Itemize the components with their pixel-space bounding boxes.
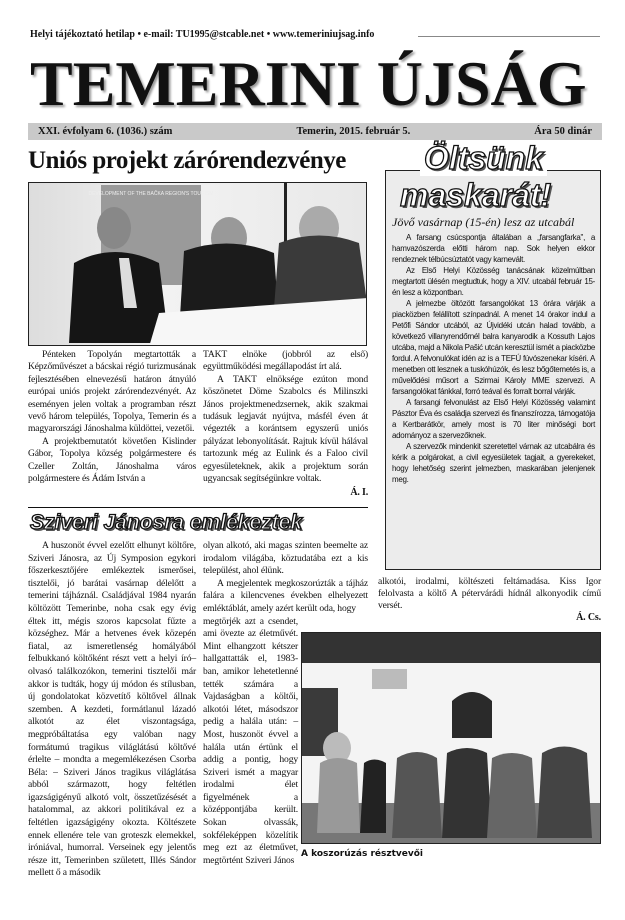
article2-column1 <box>28 540 196 880</box>
price: Ára 50 dinár <box>534 126 592 137</box>
paragraph: A projektbemutatót követően Kislinder Gábor, Topolya község polgármestere és Czeller Zoltán, Jánoshalma város polgármestere és Ádám István a <box>28 435 196 485</box>
divider <box>28 507 368 508</box>
photo-caption: A koszorúzás résztvevői <box>301 849 423 859</box>
paragraph: alkotói, irodalmi, költészeti feltámadása. Kiss Igor felolvasta a költő A pétervárádi hídnál alkonyodik című versét. <box>378 576 601 611</box>
paragraph: Az Első Helyi Közösség tanácsának közelmúltban megtartott ülésén megtudtuk, hogy a XIV. utcabál február 15-én lesz a központban. <box>392 266 595 297</box>
article2-photo <box>301 632 601 844</box>
paragraph: TAKT elnöke (jobbról az első) együttműködési megállapodást írt alá. <box>203 349 368 373</box>
issue-number: XXI. évfolyam 6. (1036.) szám <box>38 126 173 137</box>
paragraph: olyan alkotó, aki magas szinten beemelte az irodalom világába, köztudatába ezt a kis települést, ahol élünk. <box>203 540 368 577</box>
tagline: Helyi tájékoztató hetilap • e-mail: TU1995@stcable.net • www.temeriniujsag.info <box>30 29 375 40</box>
signature: Á. I. <box>350 487 368 499</box>
sidebar-title-line2: maskarát! <box>400 177 552 213</box>
masthead-title: TEMERINI ÚJSÁG <box>30 48 587 119</box>
article2-headline: Sziveri Jánosra emlékeztek <box>30 511 302 534</box>
article1-right-column <box>203 349 368 500</box>
article1-left-column <box>28 349 196 485</box>
sidebar-title-line1: Öltsünk <box>420 140 547 176</box>
sidebar-subtitle: Jövő vasárnap (15-én) lesz az utcabál <box>392 215 575 229</box>
sidebar-box <box>385 170 601 570</box>
paragraph: Pénteken Topolyán megtartották a Képzőművészet a bácskai régió turizmusának fejlesztésében elnevezésű határon átnyúló európai uniós projekt zárórendezvényét. Az eseményen jelen voltak a programban részt vevő három település, Topolya, Temerin és a magyarországi Jánoshalma küldöttei, vezetői. <box>28 349 196 435</box>
paragraph: A TAKT elnöksége ezúton mond köszönetet Döme Szabolcs és Milinszki János projektmenedzsernek, akik szakmai tudásuk legjavát nyújtva, másfél éven át végezték a korántsem egyszerű uniós pályázat lebonyolítását. Rajtuk kívül hálával tartozunk még az Eulink és a Faloo civil egyesületeknek, akik a projektum során ugyancsak segítségünkre voltak. <box>203 373 368 485</box>
paragraph: megtörjék azt a csendet, ami övezte az életművét. Mint elhangzott kétszer hallgattatták el, 1983-ban, amikor lehetetlenné tették számára a Vajdaságban a költői, alkotói létet, másodszor pedig a halála után: – Most, huszonöt évvel a halála után értünk el addig a pontig, hogy Sziveri ismét a magyar irodalmi élet figyelmének a középpontjába került. Sokan olvassák, sokféleképpen közelítik meg ezt az életművet, megtörtént Sziveri János <box>203 615 298 866</box>
dateline: Temerin, 2015. február 5. <box>296 126 411 137</box>
paragraph: A jelmezbe öltözött farsangolókat 13 órára várják a piacközben felállított színpadnál. A menet 14 órakor indul a Petőfi Sándor utcából, az Újvidéki utcán halad tovább, a következő villanyrendőrnél balra kanyarodik a Kossuth Lajos utcába, majd a Nikola Pašić utcán keresztül ismét a piacközbe fordul. A felvonulókat idén az is a TEFÚ fúvószenekar kíséri. A menetben ott lesznek a tuskóhúzók, és lesz bőgőtemetés is, a művelődési műsort a Szirmai Károly MME szervezi. A farsangolókat fánkkal, forró teával és forralt borral várják. <box>392 299 595 396</box>
signing-photo <box>29 183 367 346</box>
signature: Á. Cs. <box>576 612 601 623</box>
article1-headline: Uniós projekt zárórendezvénye <box>28 147 346 174</box>
article1-photo <box>28 182 367 346</box>
paragraph: A farsang csúcspontja általában a „farsangfarka", a hamvazószerda előtti három nap. Sok helyen ekkor rendeznek télbúcsúztatót vagy karnevált. <box>392 233 595 264</box>
paragraph: A farsangi felvonulást az Első Helyi Közösség valamint Pásztor Éva és családja szervezi és finanszírozza, támogatója a Kertbarátkör, amely most is 70 liter minőségi bort adományoz a szervezőknek. <box>392 398 595 440</box>
wreath-ceremony-photo <box>302 633 601 844</box>
divider <box>418 36 600 37</box>
paragraph: A megjelentek megkoszorúzták a tájház falára a kilencvenes években elhelyezett emléktáblát, amely azért került oda, hogy <box>203 577 368 614</box>
photo-banner-text: DEVELOPMENT OF THE BAČKA REGION'S TOURISM <box>88 191 214 197</box>
paragraph: A huszonöt évvel ezelőtt elhunyt költőre, Sziveri Jánosra, az Új Symposion egykori főszerkesztőjére emlékeztek ismerősei, tisztelői, jó barátai vasárnap délelőtt a temerini tájháznál. Családjával 1984 nyarán költözött Temerinbe, noha csak egy évig éltek itt, mégis szoros kapcsolat fűzte a községhez. Már a hetvenes évek közepén fiatal, az ismeretlenség homályából felbukkanó költőként részt vett a helyi író–olvasó találkozókon, temerini tisztelői már akkor is tudták, hogy új módon és stílusban, új gondolatokat közvetítő költővel állnak szemben. A kezdeti, formátlanul lázadó alkotót az élet viszontagsága, megpróbáltatása egy valóban nagy formátumú tragikus világlátású költővé érlelte – mondta a megemlékezésen Csorba Béla: – Sziveri János tragikus világlátása abból származott, hogy feltétlen igazságigényű alkotó volt, összetűzésését a hatalommal, az akkori politikával ez a feltétlen igazságigény okozta. Költészete ennek ellenére tele van groteszk elemekkel, iróniával, humorral. Verseinek egy jelentős része itt, Temerinben született, Illés Sándor mellett ő a második <box>28 540 196 879</box>
article2-column3 <box>378 576 601 624</box>
paragraph: A szervezők mindenkit szeretettel várnak az utcabálra és kérik a polgárokat, a civil egyesületek tagjait, a gyerekeket, hogy lehetőség szerint jelmezben, maskarában jelenjenek meg. <box>392 442 595 484</box>
issue-bar <box>28 123 602 140</box>
